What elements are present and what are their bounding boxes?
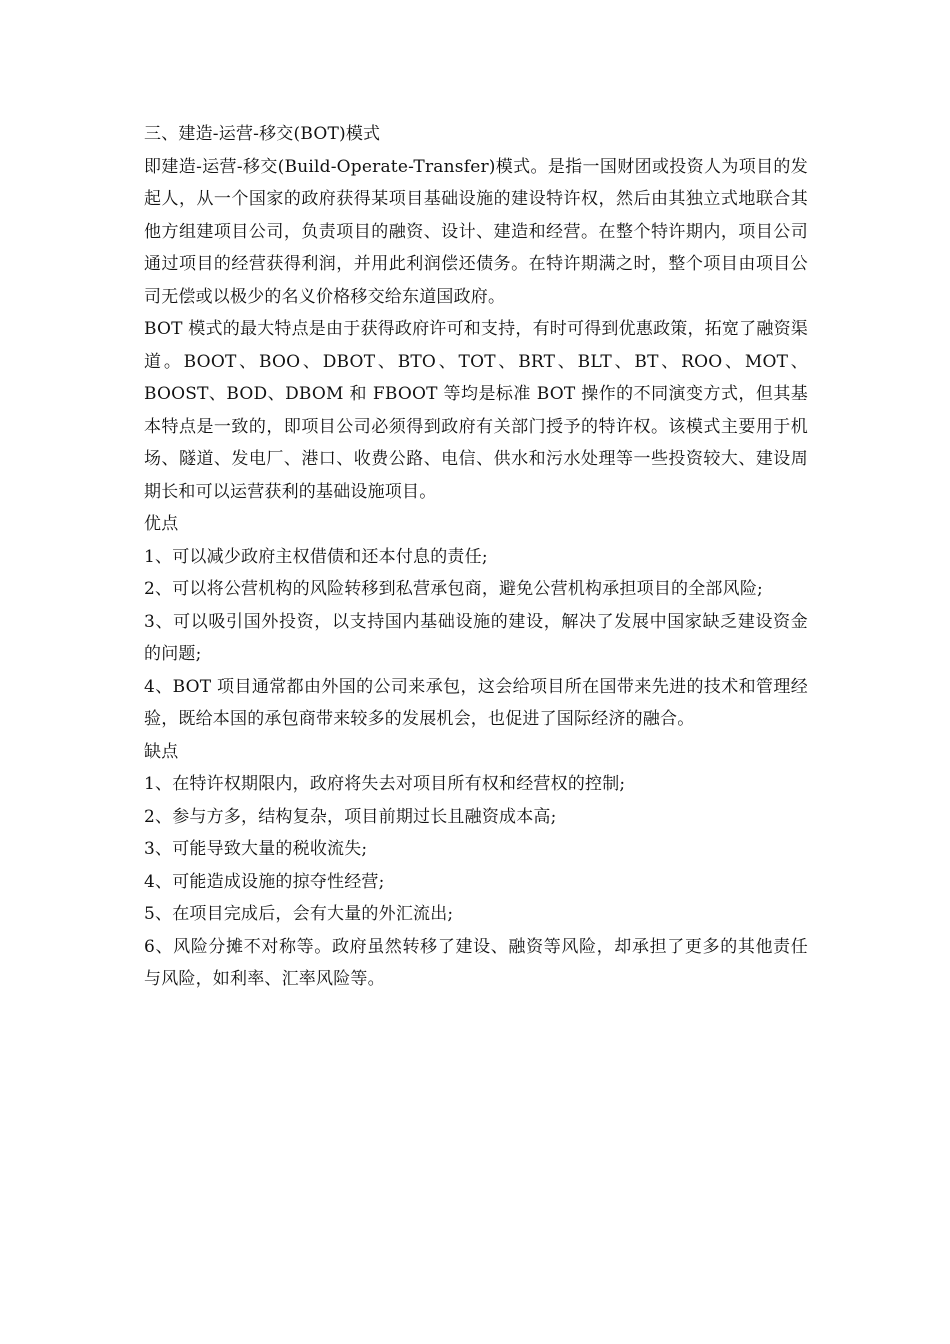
disadvantage-item-3: 3、可能导致大量的税收流失; bbox=[144, 839, 368, 859]
disadvantage-item-5: 5、在项目完成后，会有大量的外汇流出; bbox=[144, 904, 454, 924]
advantage-item-4: 4、BOT 项目通常都由外国的公司来承包，这会给项目所在国带来先进的技术和管理经验，既给本国的承包商带来较多的发展机会，也促进了国际经济的融合。 bbox=[144, 676, 808, 729]
advantage-item-1: 1、可以减少政府主权借债和还本付息的责任; bbox=[144, 546, 488, 567]
disadvantage-item-4: 4、可能造成设施的掠夺性经营; bbox=[144, 871, 385, 892]
disadvantage-item-6: 6、风险分摊不对称等。政府虽然转移了建设、融资等风险，却承担了更多的其他责任与风险，如利率、汇率风险等。 bbox=[144, 936, 808, 989]
document-body bbox=[144, 118, 808, 996]
disadvantage-item-1: 1、在特许权期限内，政府将失去对项目所有权和经营权的控制; bbox=[144, 774, 626, 794]
disadvantage-item-2: 2、参与方多，结构复杂，项目前期过长且融资成本高; bbox=[144, 806, 557, 827]
advantage-item-2: 2、可以将公营机构的风险转移到私营承包商，避免公营机构承担项目的全部风险; bbox=[144, 579, 763, 599]
advantages-title: 优点 bbox=[144, 514, 179, 534]
advantage-item-3: 3、可以吸引国外投资，以支持国内基础设施的建设，解决了发展中国家缺乏建设资金的问题; bbox=[144, 611, 808, 664]
intro-paragraph: 即建造-运营-移交(Build-Operate-Transfer)模式。是指一国财团或投资人为项目的发起人，从一个国家的政府获得某项目基础设施的建设特许权，然后由其独立式地联合其他方组建项目公司，负责项目的融资、设计、建造和经营。在整个特许期内，项目公司通过项目的经营获得利润，并用此利润偿还债务。在特许期满之时，整个项目由项目公司无偿或以极少的名义价格移交给东道国政府。 bbox=[144, 156, 808, 307]
disadvantages-title: 缺点 bbox=[144, 741, 179, 762]
section-heading: 三、建造-运营-移交(BOT)模式 bbox=[144, 124, 381, 144]
features-paragraph: BOT 模式的最大特点是由于获得政府许可和支持，有时可得到优惠政策，拓宽了融资渠道。BOOT、BOO、DBOT、BTO、TOT、BRT、BLT、BT、ROO、MOT、BOOST、BOD、DBOM 和 FBOOT 等均是标准 BOT 操作的不同演变方式，但其基本特点是一致的，即项目公司必须得到政府有关部门授予的特许权。该模式主要用于机场、隧道、发电厂、港口、收费公路、电信、供水和污水处理等一些投资较大、建设周期长和可以运营获利的基础设施项目。 bbox=[144, 319, 808, 502]
